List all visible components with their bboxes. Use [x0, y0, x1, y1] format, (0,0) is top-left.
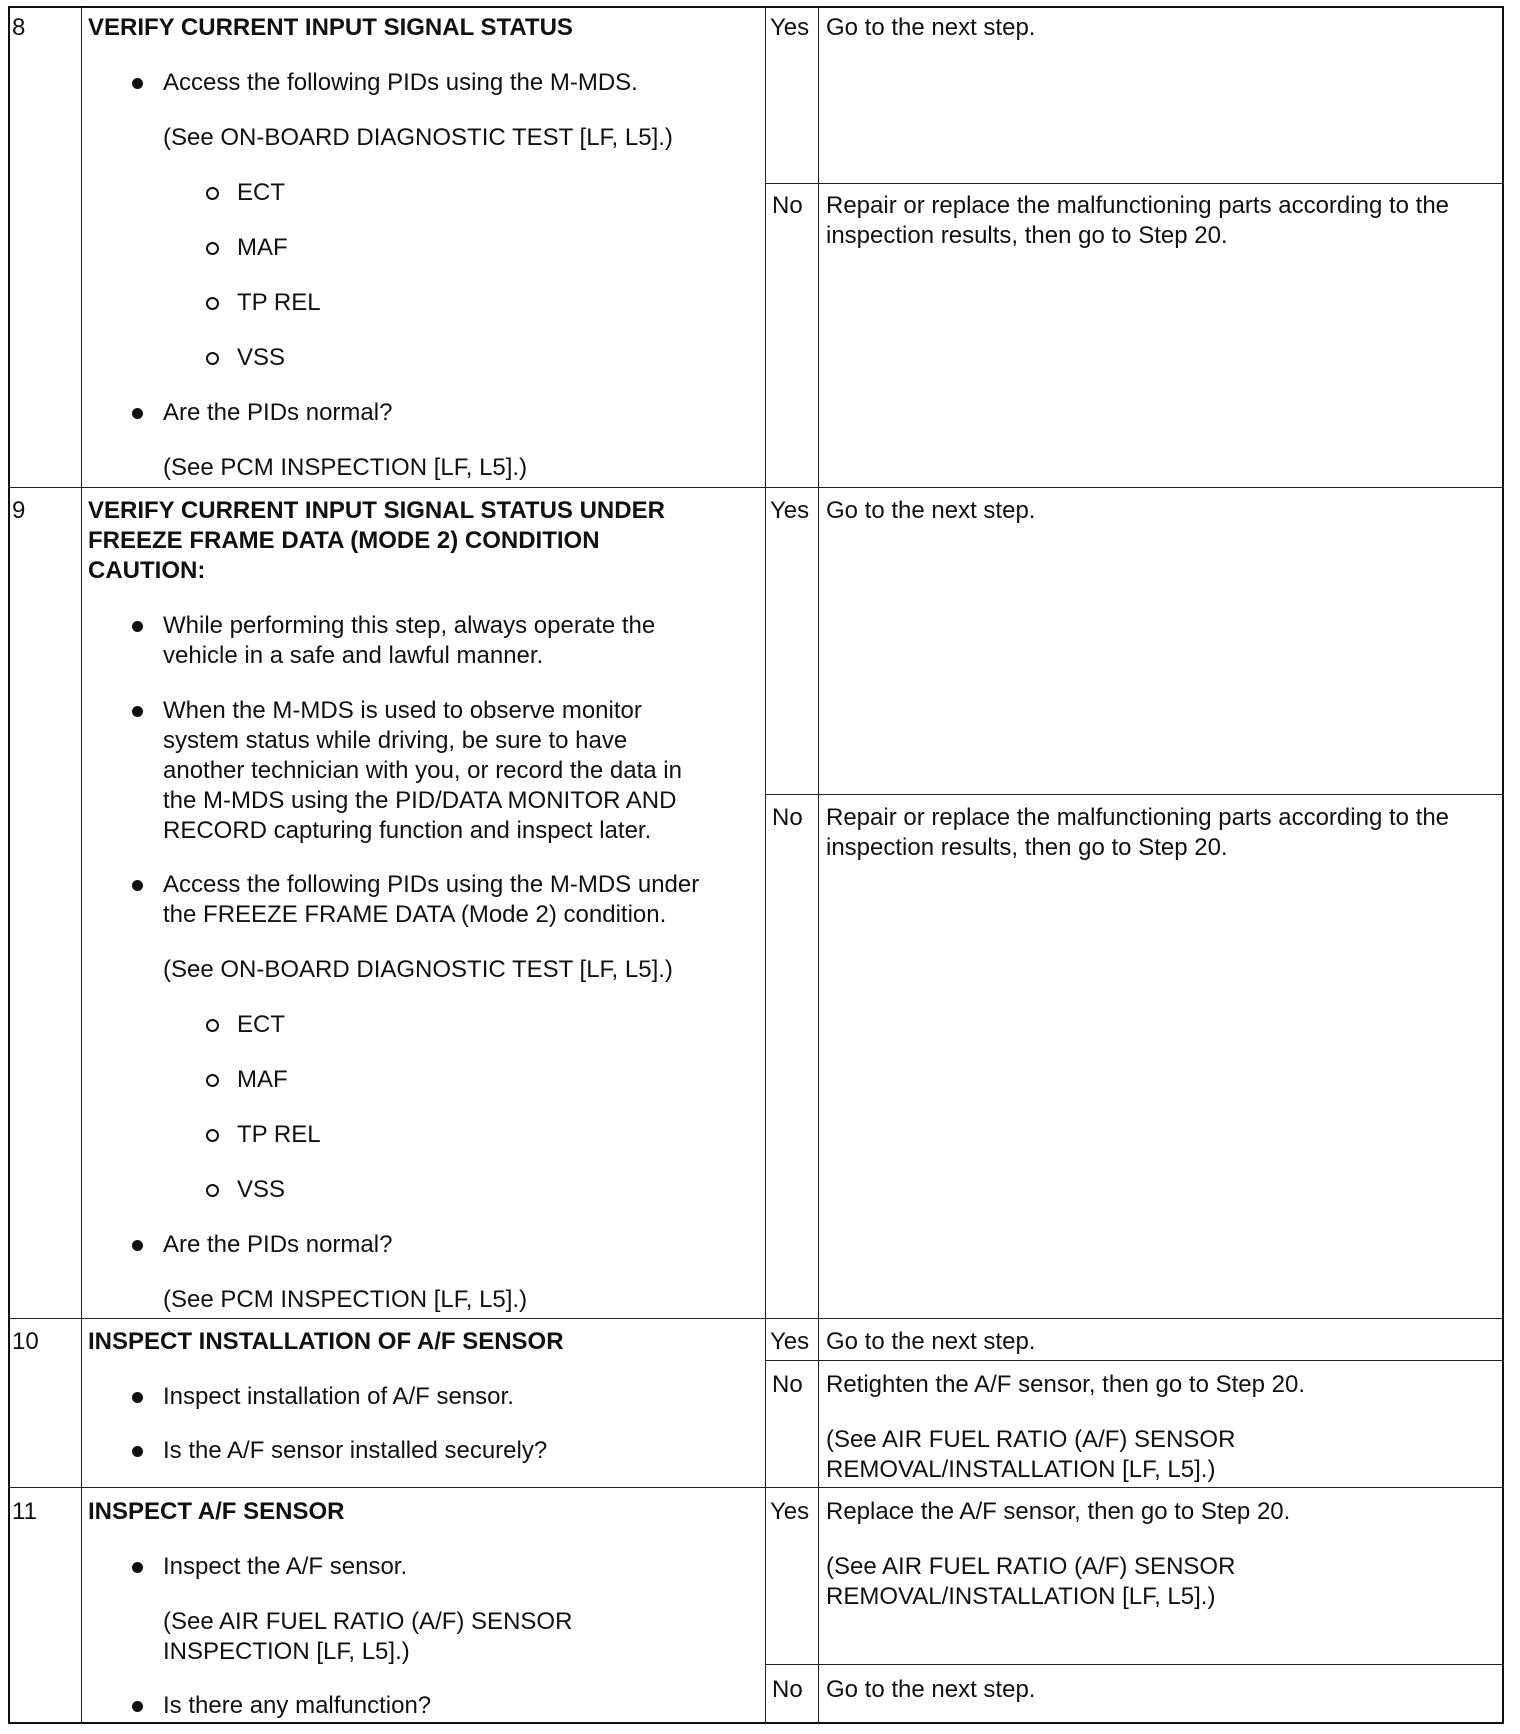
no-action: inspection results, then go to Step 20. [826, 834, 1228, 861]
bullet-icon [132, 880, 143, 891]
bullet-icon [132, 1240, 143, 1251]
diagnostic-procedure-table [8, 6, 1504, 1724]
no-action: Repair or replace the malfunctioning parts according to the [826, 192, 1450, 219]
yes-label: Yes [770, 14, 810, 41]
instruction-text: the FREEZE FRAME DATA (Mode 2) condition. [163, 901, 667, 928]
yes-no-divider [765, 1664, 1504, 1665]
instruction-text: Is the A/F sensor installed securely? [163, 1437, 548, 1464]
bullet-icon [132, 408, 143, 419]
no-label: No [772, 1371, 803, 1398]
reference-text: (See PCM INSPECTION [LF, L5].) [163, 1286, 528, 1313]
yes-label: Yes [770, 1498, 810, 1525]
circle-bullet-icon [206, 187, 219, 200]
caution-text: While performing this step, always operate the [163, 612, 656, 639]
bullet-icon [132, 1701, 143, 1712]
no-action: Repair or replace the malfunctioning parts according to the [826, 804, 1450, 831]
yes-no-divider [765, 794, 1504, 795]
reference-text: (See ON-BOARD DIAGNOSTIC TEST [LF, L5].) [163, 956, 673, 983]
step-title: INSPECT INSTALLATION OF A/F SENSOR [88, 1328, 564, 1355]
row-divider [8, 487, 1504, 488]
step-number: 8 [12, 14, 26, 41]
bullet-icon [132, 621, 143, 632]
step-title: INSPECT A/F SENSOR [88, 1498, 345, 1525]
step-number: 11 [12, 1498, 37, 1525]
caution-text: vehicle in a safe and lawful manner. [163, 642, 544, 669]
yes-action: Go to the next step. [826, 1328, 1036, 1355]
reference-text: (See PCM INSPECTION [LF, L5].) [163, 454, 528, 481]
circle-bullet-icon [206, 242, 219, 255]
pid-item: VSS [237, 1176, 286, 1203]
instruction-text: Inspect the A/F sensor. [163, 1553, 408, 1580]
reference-text: REMOVAL/INSTALLATION [LF, L5].) [826, 1456, 1216, 1483]
caution-text: another technician with you, or record the data in [163, 757, 682, 784]
yes-action: Go to the next step. [826, 14, 1036, 41]
column-divider [818, 6, 819, 1724]
yes-action: Go to the next step. [826, 497, 1036, 524]
caution-text: the M-MDS using the PID/DATA MONITOR AND [163, 787, 677, 814]
circle-bullet-icon [206, 352, 219, 365]
column-divider [765, 6, 766, 1724]
instruction-text: Inspect installation of A/F sensor. [163, 1383, 514, 1410]
bullet-icon [132, 1446, 143, 1457]
pid-item: ECT [237, 179, 285, 206]
reference-text: (See ON-BOARD DIAGNOSTIC TEST [LF, L5].) [163, 124, 673, 151]
pid-item: TP REL [237, 1121, 321, 1148]
pid-item: ECT [237, 1011, 285, 1038]
no-action: Go to the next step. [826, 1676, 1036, 1703]
yes-no-divider [765, 1360, 1504, 1361]
step-title: VERIFY CURRENT INPUT SIGNAL STATUS [88, 14, 573, 41]
bullet-icon [132, 706, 143, 717]
yes-action: Replace the A/F sensor, then go to Step 20. [826, 1498, 1291, 1525]
reference-text: REMOVAL/INSTALLATION [LF, L5].) [826, 1583, 1216, 1610]
step-title: VERIFY CURRENT INPUT SIGNAL STATUS UNDER [88, 497, 665, 524]
step-title: FREEZE FRAME DATA (MODE 2) CONDITION [88, 527, 600, 554]
pid-item: TP REL [237, 289, 321, 316]
yes-label: Yes [770, 497, 810, 524]
yes-no-divider [765, 183, 1504, 184]
instruction-text: Is there any malfunction? [163, 1692, 432, 1719]
circle-bullet-icon [206, 1019, 219, 1032]
instruction-text: Access the following PIDs using the M-MDS under [163, 871, 700, 898]
instruction-text: Access the following PIDs using the M-MDS. [163, 69, 638, 96]
caution-text: RECORD capturing function and inspect later. [163, 817, 652, 844]
bullet-icon [132, 1392, 143, 1403]
reference-text: (See AIR FUEL RATIO (A/F) SENSOR [826, 1426, 1236, 1453]
step-number: 9 [12, 497, 26, 524]
no-label: No [772, 804, 803, 831]
circle-bullet-icon [206, 1184, 219, 1197]
instruction-text: Are the PIDs normal? [163, 1231, 393, 1258]
row-divider [8, 1318, 1504, 1319]
bullet-icon [132, 1562, 143, 1573]
yes-label: Yes [770, 1328, 810, 1355]
column-divider [81, 6, 82, 1724]
reference-text: INSPECTION [LF, L5].) [163, 1638, 410, 1665]
bullet-icon [132, 78, 143, 89]
circle-bullet-icon [206, 1129, 219, 1142]
no-label: No [772, 1676, 803, 1703]
caution-heading: CAUTION: [88, 557, 206, 584]
no-action: Retighten the A/F sensor, then go to Step 20. [826, 1371, 1305, 1398]
pid-item: VSS [237, 344, 286, 371]
reference-text: (See AIR FUEL RATIO (A/F) SENSOR [826, 1553, 1236, 1580]
instruction-text: Are the PIDs normal? [163, 399, 393, 426]
circle-bullet-icon [206, 297, 219, 310]
reference-text: (See AIR FUEL RATIO (A/F) SENSOR [163, 1608, 573, 1635]
no-label: No [772, 192, 803, 219]
pid-item: MAF [237, 234, 288, 261]
no-action: inspection results, then go to Step 20. [826, 222, 1228, 249]
caution-text: When the M-MDS is used to observe monitor [163, 697, 642, 724]
pid-item: MAF [237, 1066, 288, 1093]
step-number: 10 [12, 1328, 39, 1355]
circle-bullet-icon [206, 1074, 219, 1087]
caution-text: system status while driving, be sure to have [163, 727, 628, 754]
row-divider [8, 1487, 1504, 1488]
